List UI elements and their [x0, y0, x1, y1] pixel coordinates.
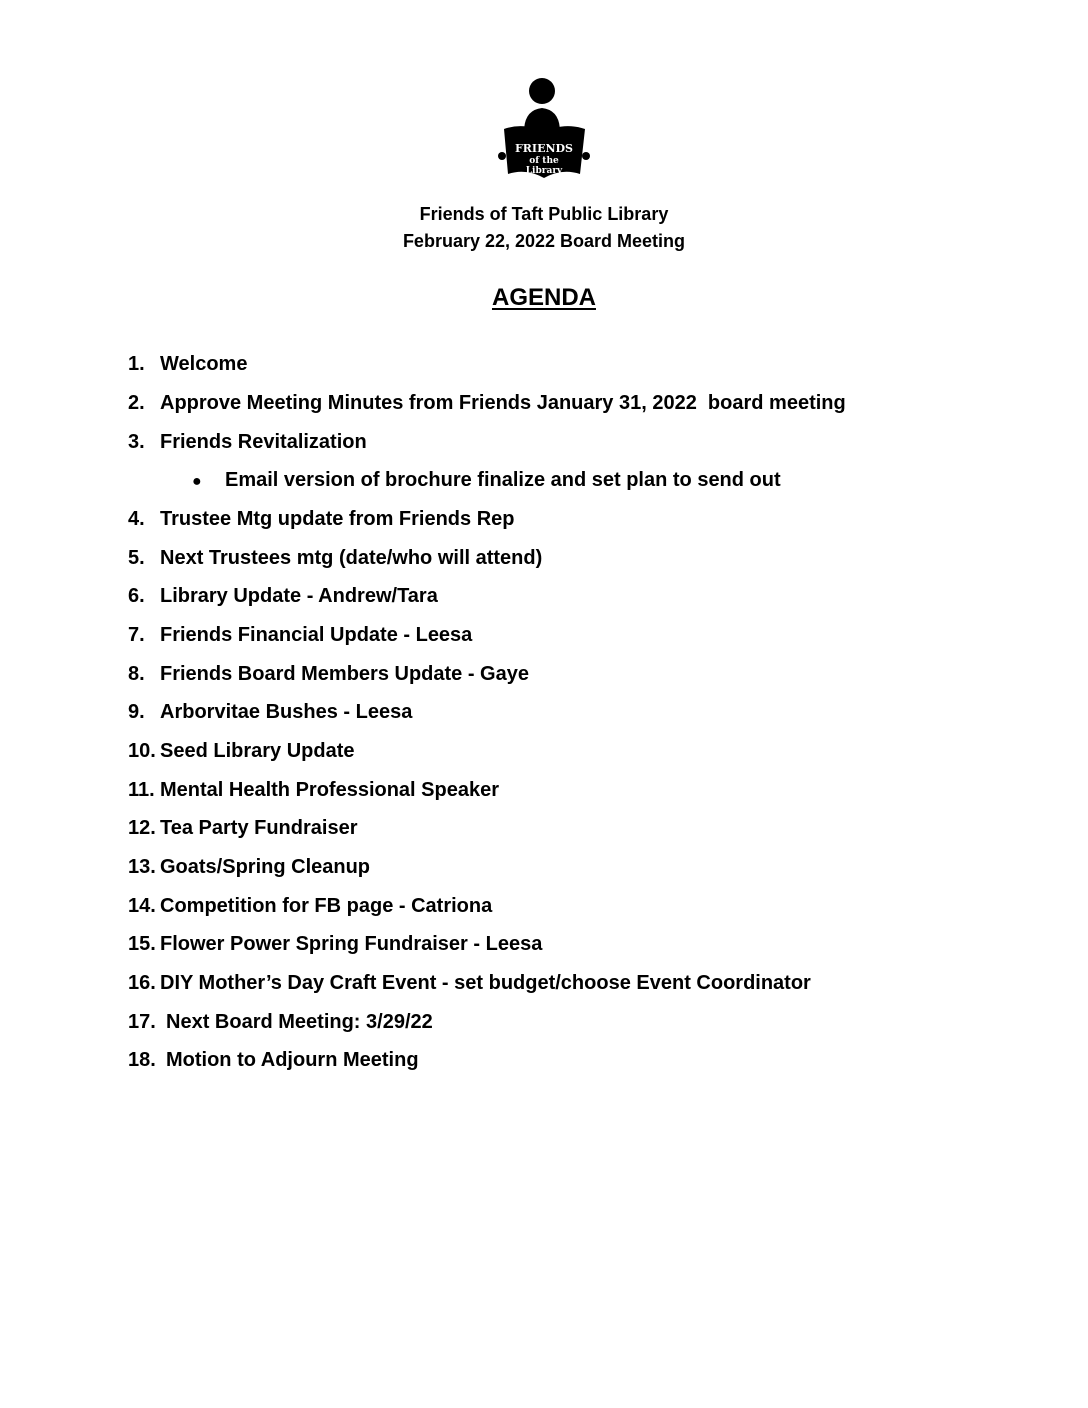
item-text: Next Board Meeting: 3/29/22 — [166, 1011, 433, 1033]
logo-text-friends: FRIENDS — [514, 142, 574, 155]
item-text: Goats/Spring Cleanup — [160, 856, 371, 878]
item-text: Motion to Adjourn Meeting — [166, 1049, 419, 1071]
organization-name: Friends of Taft Public Library — [419, 204, 669, 224]
agenda-item — [128, 1009, 433, 1035]
item-text: Friends Revitalization — [160, 431, 367, 453]
agenda-item — [128, 1047, 419, 1073]
item-number: 17. — [128, 1011, 156, 1033]
agenda-subitem — [192, 467, 781, 495]
agenda-item — [128, 893, 492, 919]
item-number: 11. — [128, 779, 155, 801]
agenda-item — [128, 699, 412, 725]
item-text: Next Trustees mtg (date/who will attend) — [160, 547, 543, 569]
agenda-item — [128, 622, 472, 648]
agenda-item — [128, 815, 357, 841]
agenda-item — [128, 545, 542, 571]
item-number: 9. — [128, 701, 145, 723]
item-text: Welcome — [160, 353, 248, 375]
agenda-item — [128, 429, 367, 455]
logo-text-of-the: of the — [529, 156, 559, 166]
item-number: 3. — [128, 431, 145, 453]
item-number: 2. — [128, 392, 145, 414]
item-text: Flower Power Spring Fundraiser - Leesa — [160, 933, 543, 955]
item-text: Arborvitae Bushes - Leesa — [160, 701, 413, 723]
item-number: 5. — [128, 547, 145, 569]
item-text: Seed Library Update — [160, 740, 355, 762]
item-text: Competition for FB page - Catriona — [160, 895, 493, 917]
item-number: 6. — [128, 585, 145, 607]
agenda-item — [128, 854, 370, 880]
agenda-item — [128, 970, 811, 996]
item-text: Trustee Mtg update from Friends Rep — [160, 508, 515, 530]
item-text: Friends Financial Update - Leesa — [160, 624, 473, 646]
agenda-item — [128, 738, 355, 764]
agenda-item — [128, 777, 499, 803]
item-number: 16. — [128, 972, 156, 994]
friends-of-the-library-logo — [494, 74, 594, 186]
item-number: 12. — [128, 817, 156, 839]
item-number: 18. — [128, 1049, 156, 1071]
item-number: 13. — [128, 856, 156, 878]
item-text: Mental Health Professional Speaker — [160, 779, 500, 801]
item-number: 15. — [128, 933, 156, 955]
agenda-item — [128, 583, 438, 609]
item-text: DIY Mother’s Day Craft Event - set budget/choose Event Coordinator — [160, 972, 811, 994]
item-text: Tea Party Fundraiser — [160, 817, 358, 839]
item-number: 7. — [128, 624, 145, 646]
logo-text-library: Library — [525, 166, 563, 176]
agenda-item — [128, 931, 542, 957]
item-number: 4. — [128, 508, 145, 530]
item-number: 1. — [128, 353, 145, 375]
item-number: 10. — [128, 740, 156, 762]
agenda-item — [128, 351, 247, 377]
agenda-item — [128, 506, 514, 532]
item-number: 8. — [128, 663, 145, 685]
item-text: Approve Meeting Minutes from Friends January 31, 2022 board meeting — [160, 392, 846, 414]
item-number: 14. — [128, 895, 156, 917]
subitem-text: Email version of brochure finalize and set plan to send out — [225, 469, 781, 491]
item-text: Library Update - Andrew/Tara — [160, 585, 438, 607]
meeting-title: February 22, 2022 Board Meeting — [402, 231, 686, 251]
item-text: Friends Board Members Update - Gaye — [160, 663, 529, 685]
agenda-title: AGENDA — [491, 284, 596, 311]
agenda-item — [128, 390, 846, 416]
bullet-icon: ● — [192, 473, 202, 490]
agenda-item — [128, 661, 529, 687]
